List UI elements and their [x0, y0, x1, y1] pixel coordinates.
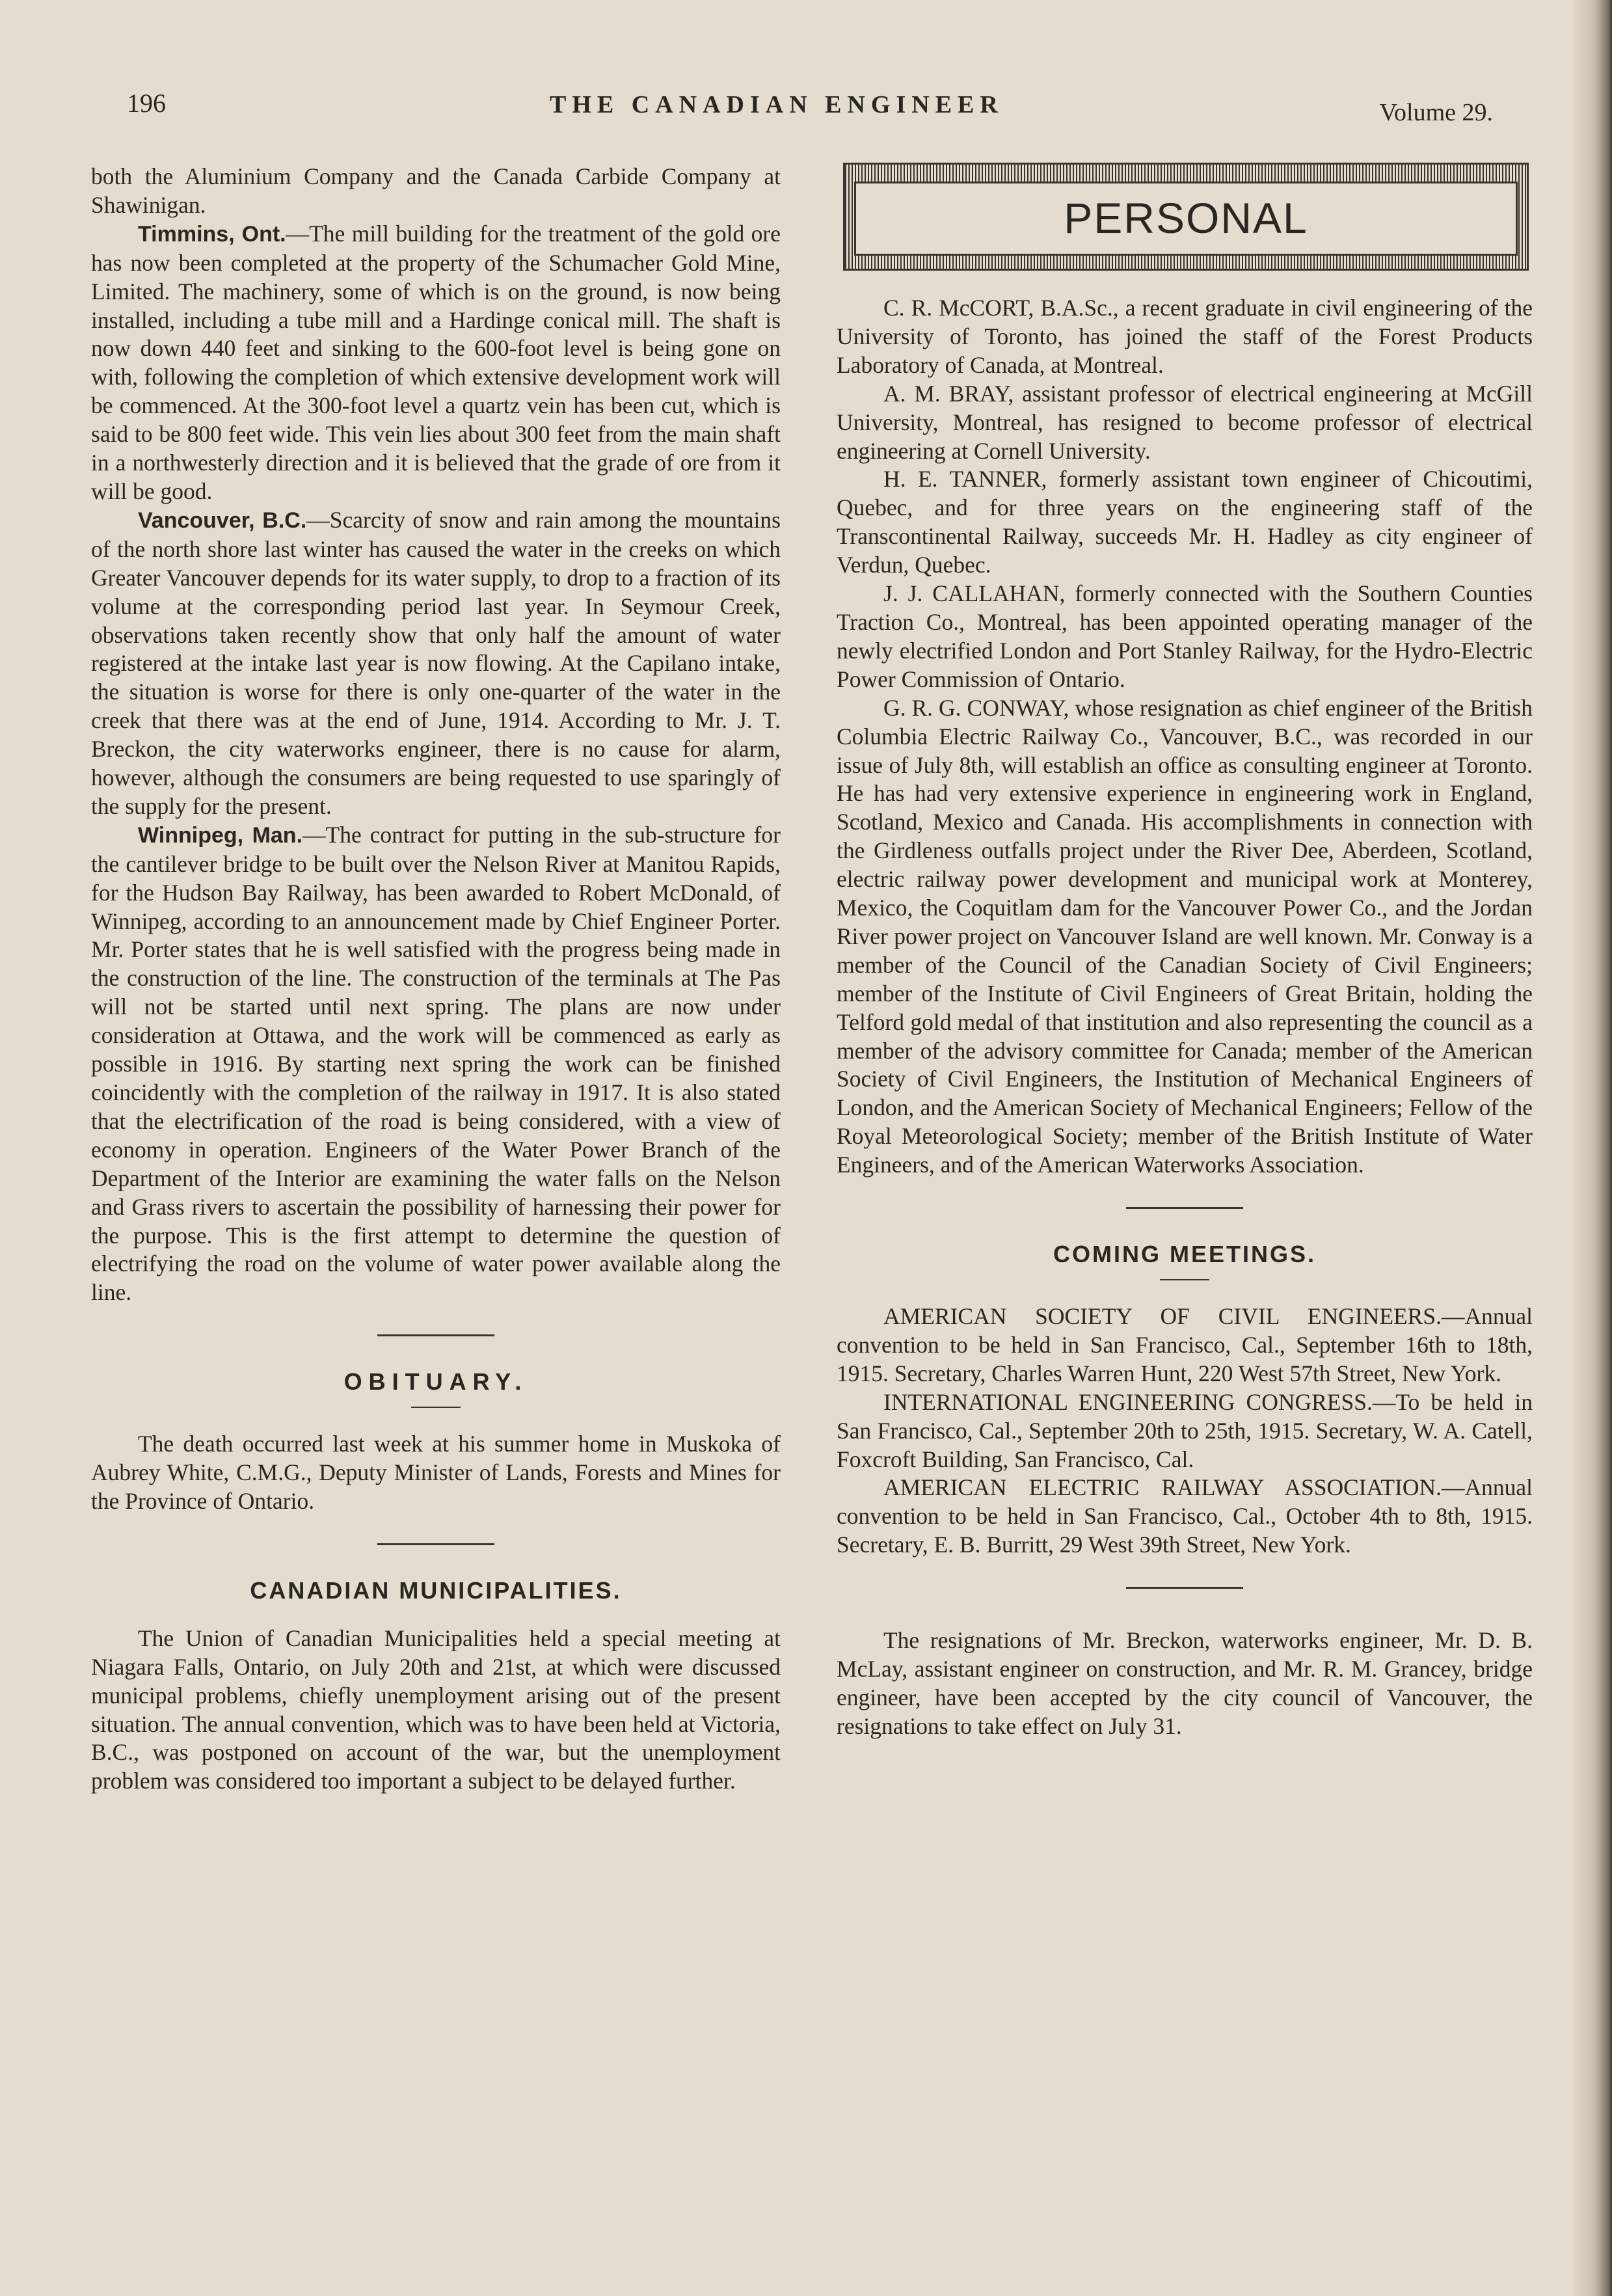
personal-item: G. R. G. CONWAY, whose resignation as chief engineer of the British Columbia Electric Railway Co., Vancouver, B.C., was recorded in our issue of July 8th, will establish an office as consulting engineer at Toronto. He has had very extensive experience in engineering work in England, Scotland, Mexico and Canada. His accomplishments in connection with the Girdleness outfalls project under the River Dee, Aberdeen, Scotland, electric railway power development and municipal work at Monterey, Mexico, the Coquitlam dam for the Vancouver Power Co., and the Jordan River power project on Vancouver Island are well known. Mr. Conway is a member of the Council of the Canadian Society of Civil Engineers; member of the Institute of Civil Engineers of Great Britain, holding the Telford gold medal of that institution and also representing the council as a member of the advisory committee for Canada; member of the American Society of Civil Engineers, the Institution of Mechanical Engineers of London, and the American Society of Mechanical Engineers; Fellow of the Royal Meteorological Society; member of the British Institute of Water Engineers, and of the American Waterworks Association. — [837, 694, 1533, 1178]
page-binding-shadow — [1573, 0, 1612, 2296]
volume-label: Volume 29. — [1379, 99, 1493, 126]
personal-banner-title: PERSONAL — [1064, 194, 1308, 243]
news-text: —Scarcity of snow and rain among the mountains of the north shore last winter has caused the water in the creeks on which Greater Vancouver depends for its water supply, to drop to a fraction of its volume at the corresponding period last year. In Seymour Creek, observations taken recently show that only half the amount of water registered at the intake last year is now flowing. At the Capilano intake, the situation is worse for there is only one-quarter of the water in the creek that there was at the end of June, 1914. According to Mr. J. T. Breckon, the city waterworks engineer, there is no cause for alarm, however, although the consumers are being requested to use sparingly of the supply for the present. — [91, 506, 781, 819]
journal-title: THE CANADIAN ENGINEER — [550, 91, 1004, 118]
section-divider — [377, 1334, 494, 1336]
continuation-paragraph: both the Aluminium Company and the Canada Carbide Company at Shawinigan. — [91, 163, 781, 218]
personal-item: C. R. McCORT, B.A.Sc., a recent graduate in civil engineering of the University of Toronto, has joined the staff of the Forest Products Laboratory of Canada, at Montreal. — [837, 295, 1533, 378]
page-number: 196 — [127, 88, 166, 118]
right-column — [837, 163, 1533, 1741]
left-column — [91, 163, 781, 1796]
obituary-title: OBITUARY. — [343, 1368, 528, 1396]
news-text: —The mill building for the treatment of the gold ore has now been completed at the property of the Schumacher Gold Mine, Limited. The machinery, some of which is on the ground, is now being installed, including a tube mill and a Hardinge conical mill. The shaft is now down 440 feet and sinking to the 600-foot level is being gone on with, following the completion of which extensive development work will be commenced. At the 300-foot level a quartz vein has been cut, which is said to be 800 feet wide. This vein lies about 300 feet from the main shaft in a northwesterly direction and it is believed that the grade of ore from it will be good. — [91, 220, 781, 504]
obituary-text: The death occurred last week at his summer home in Muskoka of Aubrey White, C.M.G., Deputy Minister of Lands, Forests and Mines for the Province of Ontario. — [91, 1431, 781, 1514]
place-heading: Vancouver, B.C. — [138, 507, 307, 533]
place-heading: Timmins, Ont. — [138, 221, 286, 247]
personal-item: J. J. CALLAHAN, formerly connected with the Southern Counties Traction Co., Montreal, has been appointed operating manager of the newly electrified London and Port Stanley Railway, for the Hydro-Electric Power Commission of Ontario. — [837, 580, 1533, 692]
municipalities-text: The Union of Canadian Municipalities held a special meeting at Niagara Falls, Ontario, on July 20th and 21st, at which were discussed municipal problems, chiefly unemployment arising out of the present situation. The annual convention, which was to have been held at Victoria, B.C., was postponed on account of the war, but the unemployment problem was considered too important a subject to be delayed further. — [91, 1625, 781, 1794]
meeting-item: AMERICAN ELECTRIC RAILWAY ASSOCIATION.—Annual convention to be held in San Francisco, Cal., October 4th to 8th, 1915. Secretary, E. B. Burritt, 29 West 39th Street, New York. — [837, 1474, 1533, 1558]
meeting-item: INTERNATIONAL ENGINEERING CONGRESS.—To be held in San Francisco, Cal., September 20th to 25th, 1915. Secretary, W. A. Catell, Foxcroft Building, San Francisco, Cal. — [837, 1388, 1533, 1472]
page-header — [127, 88, 1493, 133]
personal-item: H. E. TANNER, formerly assistant town engineer of Chicoutimi, Quebec, and for three years on the engineering staff of the Transcontinental Railway, succeeds Mr. H. Hadley as city engineer of Verdun, Quebec. — [837, 466, 1533, 578]
section-divider — [1126, 1587, 1243, 1589]
section-divider — [377, 1543, 494, 1545]
news-item-winnipeg — [91, 821, 781, 1307]
personal-banner — [843, 163, 1529, 271]
section-divider — [1126, 1207, 1243, 1209]
place-heading: Winnipeg, Man. — [138, 822, 303, 848]
personal-item: A. M. BRAY, assistant professor of electrical engineering at McGill University, Montreal, has resigned to become professor of electrical engineering at Cornell University. — [837, 380, 1533, 464]
title-underline — [1160, 1279, 1209, 1280]
meetings-title: COMING MEETINGS. — [1053, 1241, 1316, 1268]
news-text: —The contract for putting in the sub-structure for the cantilever bridge to be built over the Nelson River at Manitou Rapids, for the Hudson Bay Railway, has been awarded to Robert McDonald, of Winnipeg, according to an announcement made by Chief Engineer Porter. Mr. Porter states that he is well satisfied with the progress being made in the construction of the line. The construction of the terminals at The Pas will not be started until next spring. The plans are now under consideration at Ottawa, and the work will be commenced as early as possible in 1916. By starting next spring the work can be finished coincidently with the completion of the railway in 1917. It is also stated that the electrification of the road is being considered, with a view of economy in operation. Engineers of the Water Power Branch of the Department of the Interior are examining the water falls on the Nelson and Grass rivers to ascertain the possibility of harnessing their power for the purpose. This is the first attempt to determine the question of electrifying the road on the volume of water power available along the line. — [91, 821, 781, 1306]
meeting-item: AMERICAN SOCIETY OF CIVIL ENGINEERS.—Annual convention to be held in San Francisco, Cal., September 16th to 18th, 1915. Secretary, Charles Warren Hunt, 220 West 57th Street, New York. — [837, 1303, 1533, 1386]
news-item-vancouver — [91, 506, 781, 821]
title-underline — [411, 1407, 461, 1408]
news-item-timmins — [91, 220, 781, 506]
municipalities-title: CANADIAN MUNICIPALITIES. — [250, 1576, 622, 1604]
resignations-paragraph: The resignations of Mr. Breckon, waterworks engineer, Mr. D. B. McLay, assistant engineer on construction, and Mr. R. M. Grancey, bridge engineer, have been accepted by the city council of Vancouver, the resignations to take effect on July 31. — [837, 1627, 1533, 1739]
